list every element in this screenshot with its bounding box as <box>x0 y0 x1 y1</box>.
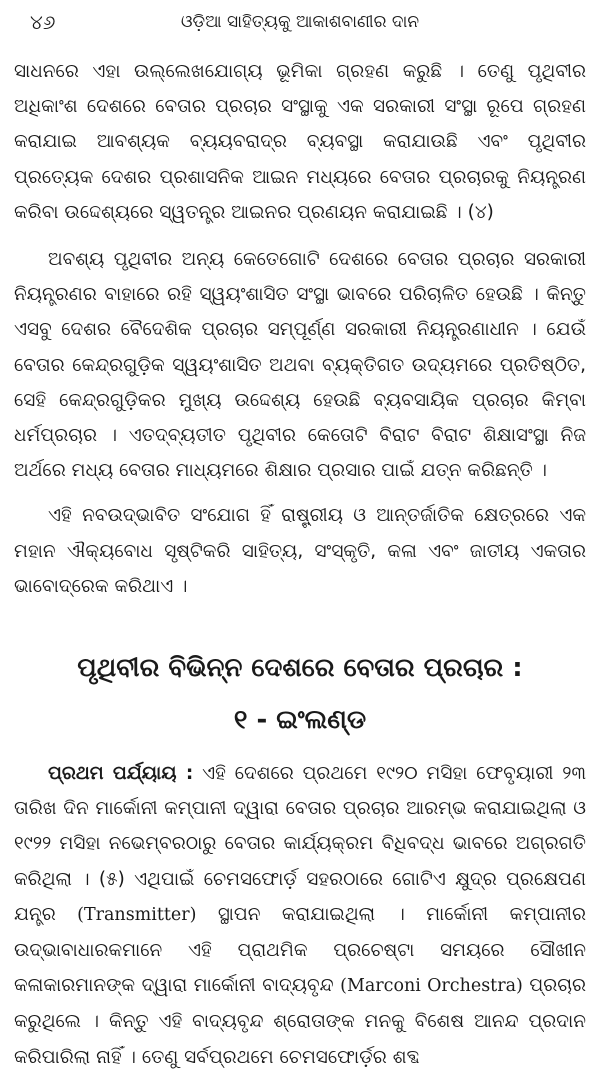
transmitter-term: (Transmitter) <box>77 904 197 925</box>
first-phase-lead: ପ୍ରଥମ ପର୍ଯ୍ୟାୟ : <box>48 763 194 785</box>
paragraph-national-unity: ଏହି ନବଉଦ୍‌ଭାବିତ ସଂଯୋଗ ହିଁ ରାଷ୍ଟ୍ରୀୟ ଓ ଆନ୍ତର୍ଜାତିକ କ୍ଷେତ୍ରରେ ଏକ ମହାନ ଐକ୍ୟବୋଧ ସୃଷ୍ଟିକରି ସାହିତ୍ୟ, ସଂସ୍କୃତି, କଳା ଏବଂ ଜାତୀୟ ଏକତାର ଭାବୋଦ୍ରେକ କରିଥାଏ । <box>14 505 586 597</box>
paragraph-broadcast-autonomy: ଅବଶ୍ୟ ପୃଥିବୀର ଅନ୍ୟ କେତେଗୋଟି ଦେଶରେ ବେତାର ପ୍ରଚାର ସରକାରୀ ନିୟନ୍ତ୍ରଣର ବାହାରେ ରହି ସ୍ୱୟଂଶାସିତ ସଂସ୍ଥା ଭାବରେ ପରିଚାଳିତ ହେଉଛି । କିନ୍ତୁ ଏସବୁ ଦେଶର ବୈଦେଶିକ ପ୍ରଚାର ସମ୍ପୂର୍ଣ୍ଣ ସରକାରୀ ନିୟନ୍ତ୍ରଣାଧୀନ । ଯେଉଁ ବେତାର କେନ୍ଦ୍ରଗୁଡ଼ିକ ସ୍ୱୟଂଶାସିତ ଅଥବା ବ୍ୟକ୍ତିଗତ ଉଦ୍ୟମରେ ପ୍ରତିଷ୍ଠିତ, ସେହି କେନ୍ଦ୍ରଗୁଡ଼ିକର ମୁଖ୍ୟ ଉଦ୍ଦେଶ୍ୟ ହେଉଛି ବ୍ୟବସାୟିକ ପ୍ରଚାର କିମ୍ବା ଧର୍ମପ୍ରଚାର । ଏତଦ୍‌ବ୍ୟତୀତ ପୃଥିବୀର କେତୋଟି ବିରାଟ ବିରାଟ ଶିକ୍ଷାସଂସ୍ଥା ନିଜ ଅର୍ଥରେ ମଧ୍ୟ ବେତାର ମାଧ୍ୟମରେ ଶିକ୍ଷାର ପ୍ରସାର ପାଇଁ ଯତ୍ନ କରିଛନ୍ତି । <box>14 249 586 482</box>
paragraph-first-phase <box>14 756 586 1075</box>
page-number: ୪୬ <box>30 10 56 34</box>
marconi-orchestra-term: (Marconi Orchestra) <box>340 976 523 997</box>
subsection-heading-england: ୧ - ଇଂଲଣ୍ଡ <box>233 705 367 736</box>
first-phase-text-3: ପ୍ରଚାର କରୁଥିଲେ । କିନ୍ତୁ ଏହି ବାଦ୍ୟବୃନ୍ଦ ଶ୍ରୋତାଙ୍କ ମନକୁ ବିଶେଷ ଆନନ୍ଦ ପ୍ରଦାନ କରିପାରିଲା ନାହିଁ । ତେଣୁ ସର୍ବପ୍ରଥମେ ଚେମସଫୋର୍ଡ଼ର ଶବ୍ଦ <box>14 975 586 1068</box>
first-phase-text-1: ଏହି ଦେଶରେ ପ୍ରଥମେ ୧୯୨୦ ମସିହା ଫେବୃୟାରୀ ୨୩ ତାରିଖ ଦିନ ମାର୍କୋନୀ କମ୍ପାନୀ ଦ୍ୱାରା ବେତାର ପ୍ରଚାର ଆରମ୍ଭ କରାଯାଇଥିଲା ଓ ୧୯୨୨ ମସିହା ନଭେମ୍ବରଠାରୁ ବେତାର କାର୍ଯ୍ୟକ୍ରମ ବିଧିବଦ୍ଧ ଭାବରେ ଅଗ୍ରଗତି କରିଥିଲା । (୫) ଏଥିପାଇଁ ଚେମସଫୋର୍ଡ଼ ସହରଠାରେ ଗୋଟିଏ କ୍ଷୁଦ୍ର ପ୍ରକ୍ଷେପଣ ଯନ୍ତ୍ର <box>14 763 586 925</box>
running-title: ଓଡ଼ିଆ ସାହିତ୍ୟକୁ ଆକାଶବାଣୀର ଦାନ <box>180 12 420 32</box>
page-header <box>14 0 586 44</box>
paragraph-continuation: ସାଧନରେ ଏହା ଉଲ୍ଲେଖଯୋଗ୍ୟ ଭୂମିକା ଗ୍ରହଣ କରୁଛି । ତେଣୁ ପୃଥିବୀର ଅଧିକାଂଶ ଦେଶରେ ବେତାର ପ୍ରଚାର ସଂସ୍ଥାକୁ ଏକ ସରକାରୀ ସଂସ୍ଥା ରୂପେ ଗ୍ରହଣ କରାଯାଇ ଆବଶ୍ୟକ ବ୍ୟୟବରାଦ୍‌ର ବ୍ୟବସ୍ଥା କରାଯାଉଛି ଏବଂ ପୃଥିବୀର ପ୍ରତ୍ୟେକ ଦେଶର ପ୍ରଶାସନିକ ଆଇନ ମଧ୍ୟରେ ବେତାର ପ୍ରଚାରକୁ ନିୟନ୍ତ୍ରଣ କରିବା ଉଦ୍ଦେଶ୍ୟରେ ସ୍ୱତନ୍ତ୍ର ଆଇନର ପ୍ରଣୟନ କରାଯାଇଛି । (୪) <box>14 61 586 223</box>
section-heading: ପୃଥିବୀର ବିଭିନ୍ନ ଦେଶରେ ବେତାର ପ୍ରଚାର : <box>77 653 523 684</box>
first-phase-text-2: ସ୍ଥାପନ କରାଯାଇଥିଲା । ମାର୍କୋନୀ କମ୍ପାନୀର ଉଦ୍ଭାବାଧାରକମାନେ ଏହି ପ୍ରାଥମିକ ପ୍ରଚେଷ୍ଟା ସମୟରେ ସୌଖୀନ କଳାକାରମାନଙ୍କ ଦ୍ୱାରା ମାର୍କୋନୀ ବାଦ୍ୟବୃନ୍ଦ <box>14 903 586 997</box>
